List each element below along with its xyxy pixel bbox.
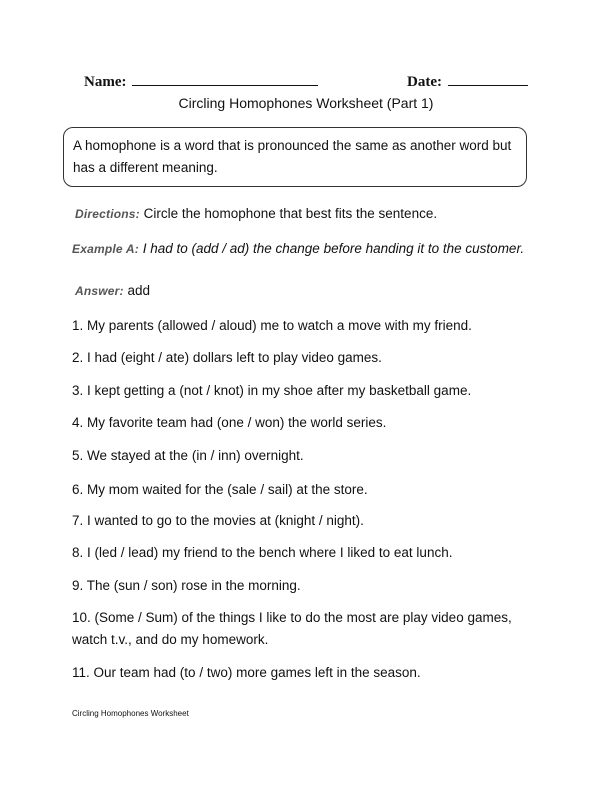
question-4: 4. My favorite team had (one / won) the world series. xyxy=(72,415,387,430)
question-5: 5. We stayed at the (in / inn) overnight. xyxy=(72,448,304,463)
date-field xyxy=(407,72,528,91)
question-8: 8. I (led / lead) my friend to the bench where I liked to eat lunch. xyxy=(72,545,453,560)
question-7: 7. I wanted to go to the movies at (knight / night). xyxy=(72,513,364,528)
example-label: Example A: xyxy=(72,242,139,256)
name-field xyxy=(84,72,318,91)
worksheet-title: Circling Homophones Worksheet (Part 1) xyxy=(178,95,434,111)
definition-box xyxy=(63,127,527,187)
footer-text: Circling Homophones Worksheet xyxy=(72,709,189,718)
directions-label: Directions: xyxy=(75,207,140,221)
date-label: Date: xyxy=(407,74,442,90)
question-10: 10. (Some / Sum) of the things I like to do the most are play video games, watch t.v., and do my homework. xyxy=(72,610,512,647)
definition-text: A homophone is a word that is pronounced the same as another word but has a different meaning. xyxy=(73,138,512,175)
example-a xyxy=(72,238,542,260)
question-1: 1. My parents (allowed / aloud) me to watch a move with my friend. xyxy=(72,318,472,333)
name-label: Name: xyxy=(84,74,127,90)
question-3: 3. I kept getting a (not / knot) in my shoe after my basketball game. xyxy=(72,383,472,398)
directions xyxy=(75,206,437,221)
example-text: I had to (add / ad) the change before handing it to the customer. xyxy=(142,241,525,256)
question-6: 6. My mom waited for the (sale / sail) at the store. xyxy=(72,482,368,497)
answer-text: add xyxy=(127,283,151,298)
header-row xyxy=(0,72,612,92)
answer xyxy=(75,283,150,298)
directions-text: Circle the homophone that best fits the sentence. xyxy=(143,206,438,221)
date-blank xyxy=(448,72,528,86)
answer-label: Answer: xyxy=(75,284,124,298)
name-blank xyxy=(132,72,318,86)
question-9: 9. The (sun / son) rose in the morning. xyxy=(72,578,301,593)
question-2: 2. I had (eight / ate) dollars left to play video games. xyxy=(72,350,382,365)
question-11: 11. Our team had (to / two) more games left in the season. xyxy=(72,665,421,680)
